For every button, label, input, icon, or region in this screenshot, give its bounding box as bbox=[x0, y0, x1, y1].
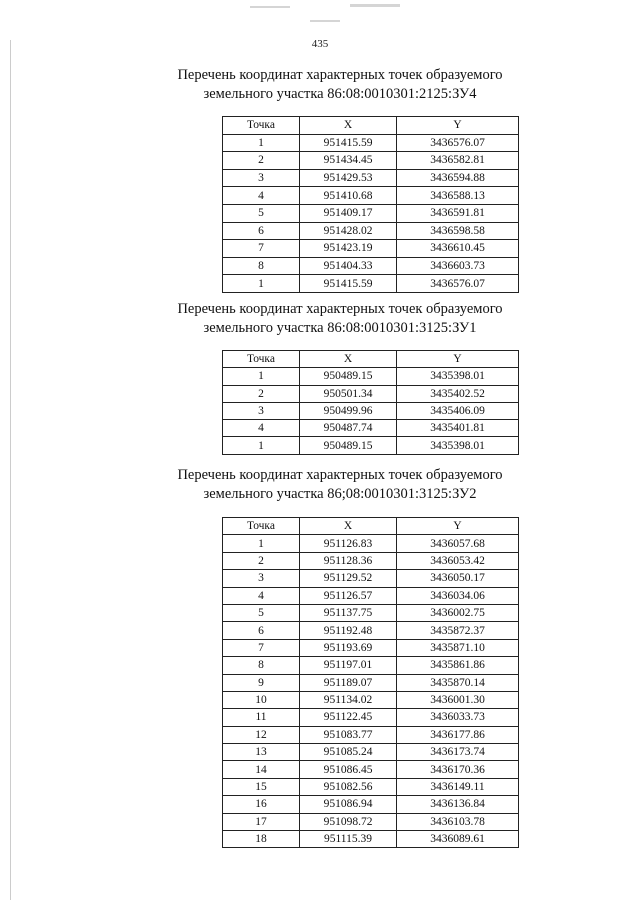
y-cell: 3436603.73 bbox=[397, 257, 519, 275]
x-cell: 951129.52 bbox=[300, 570, 397, 587]
y-cell: 3436170.36 bbox=[397, 761, 519, 778]
column-header: Точка bbox=[223, 518, 300, 535]
coordinates-table bbox=[222, 350, 519, 455]
x-cell: 951410.68 bbox=[300, 187, 397, 205]
table-row bbox=[223, 813, 519, 830]
point-cell: 6 bbox=[223, 622, 300, 639]
x-cell: 951082.56 bbox=[300, 778, 397, 795]
y-cell: 3436089.61 bbox=[397, 831, 519, 848]
y-cell: 3436001.30 bbox=[397, 691, 519, 708]
table-row bbox=[223, 604, 519, 621]
point-cell: 5 bbox=[223, 204, 300, 222]
table-row bbox=[223, 420, 519, 437]
heading-line: земельного участка 86;08:0010301:3125:ЗУ2 bbox=[203, 486, 477, 502]
heading-line: Перечень координат характерных точек образуемого bbox=[177, 467, 503, 483]
table-header-row bbox=[223, 117, 519, 135]
x-cell: 951085.24 bbox=[300, 744, 397, 761]
table-row bbox=[223, 831, 519, 848]
column-header: Точка bbox=[223, 351, 300, 368]
point-cell: 1 bbox=[223, 437, 300, 454]
column-header: Y bbox=[397, 518, 519, 535]
scan-noise bbox=[350, 4, 400, 7]
point-cell: 10 bbox=[223, 691, 300, 708]
page-number: 435 bbox=[311, 38, 329, 50]
point-cell: 1 bbox=[223, 535, 300, 552]
x-cell: 951126.83 bbox=[300, 535, 397, 552]
table-row bbox=[223, 204, 519, 222]
y-cell: 3436057.68 bbox=[397, 535, 519, 552]
point-cell: 15 bbox=[223, 778, 300, 795]
point-cell: 16 bbox=[223, 796, 300, 813]
column-header: X bbox=[300, 117, 397, 135]
table-row bbox=[223, 552, 519, 569]
x-cell: 951415.59 bbox=[300, 275, 397, 293]
y-cell: 3436103.78 bbox=[397, 813, 519, 830]
section-heading bbox=[0, 466, 640, 504]
x-cell: 950487.74 bbox=[300, 420, 397, 437]
y-cell: 3435402.52 bbox=[397, 385, 519, 402]
y-cell: 3435406.09 bbox=[397, 402, 519, 419]
x-cell: 951126.57 bbox=[300, 587, 397, 604]
y-cell: 3436610.45 bbox=[397, 240, 519, 258]
y-cell: 3435872.37 bbox=[397, 622, 519, 639]
y-cell: 3435398.01 bbox=[397, 437, 519, 454]
y-cell: 3435861.86 bbox=[397, 657, 519, 674]
point-cell: 8 bbox=[223, 257, 300, 275]
section-heading bbox=[0, 66, 640, 104]
y-cell: 3436588.13 bbox=[397, 187, 519, 205]
point-cell: 3 bbox=[223, 169, 300, 187]
x-cell: 950489.15 bbox=[300, 368, 397, 385]
y-cell: 3436576.07 bbox=[397, 275, 519, 293]
table-row bbox=[223, 691, 519, 708]
y-cell: 3435870.14 bbox=[397, 674, 519, 691]
x-cell: 951086.45 bbox=[300, 761, 397, 778]
x-cell: 951122.45 bbox=[300, 709, 397, 726]
y-cell: 3436582.81 bbox=[397, 152, 519, 170]
point-cell: 2 bbox=[223, 552, 300, 569]
y-cell: 3436594.88 bbox=[397, 169, 519, 187]
x-cell: 951115.39 bbox=[300, 831, 397, 848]
point-cell: 13 bbox=[223, 744, 300, 761]
point-cell: 17 bbox=[223, 813, 300, 830]
y-cell: 3436033.73 bbox=[397, 709, 519, 726]
table-row bbox=[223, 778, 519, 795]
heading-line: Перечень координат характерных точек образуемого bbox=[177, 301, 503, 317]
table-row bbox=[223, 622, 519, 639]
heading-line: земельного участка 86:08:0010301:2125:ЗУ4 bbox=[203, 86, 477, 102]
x-cell: 951098.72 bbox=[300, 813, 397, 830]
x-cell: 951415.59 bbox=[300, 134, 397, 152]
y-cell: 3436591.81 bbox=[397, 204, 519, 222]
point-cell: 7 bbox=[223, 639, 300, 656]
table-row bbox=[223, 796, 519, 813]
point-cell: 7 bbox=[223, 240, 300, 258]
x-cell: 950489.15 bbox=[300, 437, 397, 454]
table-row bbox=[223, 674, 519, 691]
table-row bbox=[223, 761, 519, 778]
point-cell: 11 bbox=[223, 709, 300, 726]
y-cell: 3436173.74 bbox=[397, 744, 519, 761]
y-cell: 3436002.75 bbox=[397, 604, 519, 621]
y-cell: 3436034.06 bbox=[397, 587, 519, 604]
table-row bbox=[223, 222, 519, 240]
y-cell: 3435398.01 bbox=[397, 368, 519, 385]
coordinates-table bbox=[222, 116, 519, 293]
table-row bbox=[223, 152, 519, 170]
x-cell: 951197.01 bbox=[300, 657, 397, 674]
column-header: Y bbox=[397, 117, 519, 135]
point-cell: 14 bbox=[223, 761, 300, 778]
column-header: Точка bbox=[223, 117, 300, 135]
point-cell: 4 bbox=[223, 420, 300, 437]
y-cell: 3435401.81 bbox=[397, 420, 519, 437]
x-cell: 951192.48 bbox=[300, 622, 397, 639]
table-row bbox=[223, 134, 519, 152]
heading-line: Перечень координат характерных точек образуемого bbox=[177, 67, 503, 83]
table-row bbox=[223, 402, 519, 419]
table-row bbox=[223, 169, 519, 187]
y-cell: 3436050.17 bbox=[397, 570, 519, 587]
point-cell: 2 bbox=[223, 152, 300, 170]
point-cell: 1 bbox=[223, 134, 300, 152]
x-cell: 951128.36 bbox=[300, 552, 397, 569]
section-heading bbox=[0, 300, 640, 338]
column-header: X bbox=[300, 351, 397, 368]
point-cell: 9 bbox=[223, 674, 300, 691]
point-cell: 4 bbox=[223, 587, 300, 604]
point-cell: 1 bbox=[223, 368, 300, 385]
y-cell: 3436149.11 bbox=[397, 778, 519, 795]
x-cell: 951429.53 bbox=[300, 169, 397, 187]
y-cell: 3435871.10 bbox=[397, 639, 519, 656]
x-cell: 951083.77 bbox=[300, 726, 397, 743]
table-row bbox=[223, 437, 519, 454]
x-cell: 951193.69 bbox=[300, 639, 397, 656]
table-row bbox=[223, 709, 519, 726]
table-row bbox=[223, 726, 519, 743]
point-cell: 4 bbox=[223, 187, 300, 205]
x-cell: 950501.34 bbox=[300, 385, 397, 402]
x-cell: 951423.19 bbox=[300, 240, 397, 258]
y-cell: 3436053.42 bbox=[397, 552, 519, 569]
x-cell: 951404.33 bbox=[300, 257, 397, 275]
point-cell: 5 bbox=[223, 604, 300, 621]
point-cell: 8 bbox=[223, 657, 300, 674]
y-cell: 3436598.58 bbox=[397, 222, 519, 240]
scan-noise bbox=[310, 20, 340, 22]
point-cell: 18 bbox=[223, 831, 300, 848]
x-cell: 951137.75 bbox=[300, 604, 397, 621]
table-header-row bbox=[223, 518, 519, 535]
y-cell: 3436177.86 bbox=[397, 726, 519, 743]
point-cell: 3 bbox=[223, 402, 300, 419]
x-cell: 951409.17 bbox=[300, 204, 397, 222]
table-row bbox=[223, 570, 519, 587]
y-cell: 3436576.07 bbox=[397, 134, 519, 152]
point-cell: 3 bbox=[223, 570, 300, 587]
point-cell: 1 bbox=[223, 275, 300, 293]
table-row bbox=[223, 639, 519, 656]
scan-noise bbox=[250, 6, 290, 8]
point-cell: 6 bbox=[223, 222, 300, 240]
table-row bbox=[223, 275, 519, 293]
x-cell: 951189.07 bbox=[300, 674, 397, 691]
x-cell: 951086.94 bbox=[300, 796, 397, 813]
x-cell: 950499.96 bbox=[300, 402, 397, 419]
x-cell: 951434.45 bbox=[300, 152, 397, 170]
table-header-row bbox=[223, 351, 519, 368]
coordinates-table bbox=[222, 517, 519, 848]
table-row bbox=[223, 587, 519, 604]
table-row bbox=[223, 657, 519, 674]
table-row bbox=[223, 385, 519, 402]
column-header: X bbox=[300, 518, 397, 535]
heading-line: земельного участка 86:08:0010301:3125:ЗУ1 bbox=[203, 320, 477, 336]
table-row bbox=[223, 368, 519, 385]
column-header: Y bbox=[397, 351, 519, 368]
x-cell: 951134.02 bbox=[300, 691, 397, 708]
table-row bbox=[223, 240, 519, 258]
y-cell: 3436136.84 bbox=[397, 796, 519, 813]
table-row bbox=[223, 187, 519, 205]
point-cell: 12 bbox=[223, 726, 300, 743]
table-row bbox=[223, 744, 519, 761]
point-cell: 2 bbox=[223, 385, 300, 402]
table-row bbox=[223, 257, 519, 275]
table-row bbox=[223, 535, 519, 552]
x-cell: 951428.02 bbox=[300, 222, 397, 240]
